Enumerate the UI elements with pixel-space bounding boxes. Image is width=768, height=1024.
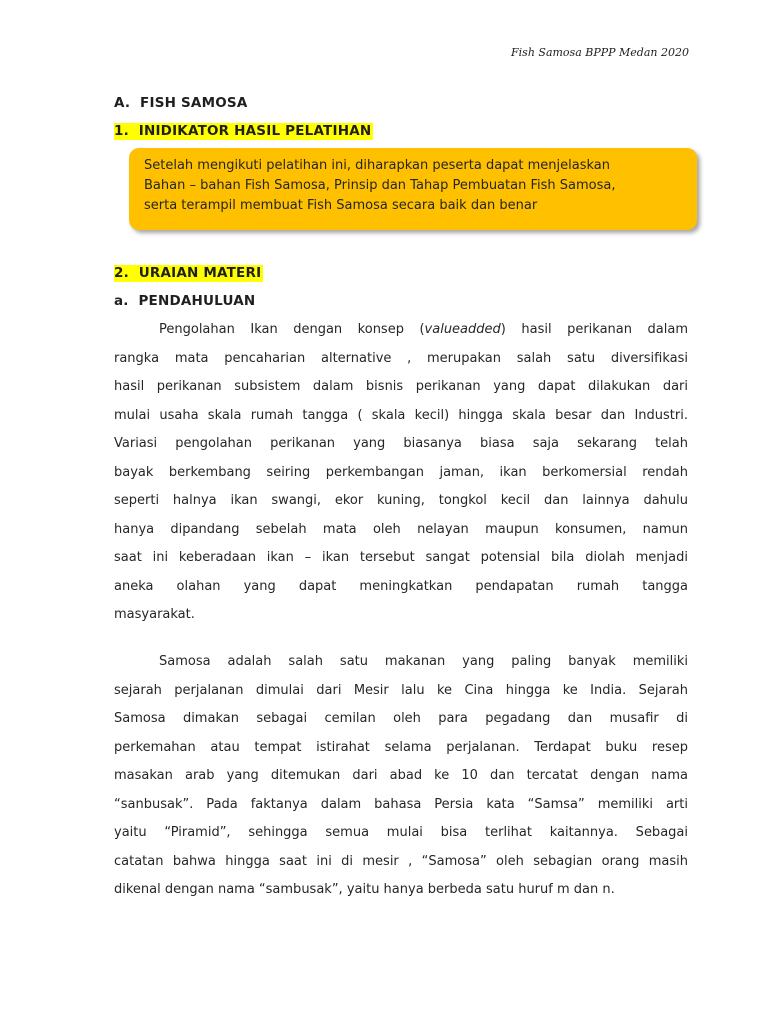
paragraph-line: hanya dipandang sebelah mata oleh nelayan maupun konsumen, namun xyxy=(114,521,688,537)
paragraph-line: Variasi pengolahan perikanan yang biasanya biasa saja sekarang telah xyxy=(114,436,688,451)
section-a-title: FISH SAMOSA xyxy=(140,95,248,111)
subsection-a-title: PENDAHULUAN xyxy=(138,293,256,309)
paragraph-line: Samosa dimakan sebagai cemilan oleh para pegadang dan musafir di xyxy=(114,711,688,726)
paragraph-line: “sanbusak”. Pada faktanya dalam bahasa Persia kata “Samsa” memiliki arti xyxy=(114,796,688,812)
paragraph-line: hasil perikanan subsistem dalam bisnis perikanan yang dapat dilakukan dari xyxy=(114,379,688,394)
running-header: Fish Samosa BPPP Medan 2020 xyxy=(511,46,689,59)
paragraph-line: sejarah perjalanan dimulai dari Mesir lalu ke Cina hingga ke India. Sejarah xyxy=(114,682,688,698)
section-1-number: 1. xyxy=(114,123,129,139)
subsection-a-heading xyxy=(114,293,255,309)
paragraph-line: masakan arab yang ditemukan dari abad ke 10 dan tercatat dengan nama xyxy=(114,768,688,783)
text-run: Pengolahan Ikan dengan konsep ( xyxy=(159,322,425,337)
paragraph-line: aneka olahan yang dapat meningkatkan pendapatan rumah tangga xyxy=(114,578,688,594)
subsection-a-number: a. xyxy=(114,293,129,309)
paragraph-line: rangka mata pencaharian alternative , merupakan salah satu diversifikasi xyxy=(114,350,688,366)
paragraph-line: masyarakat. xyxy=(114,607,195,622)
callout-line: Bahan – bahan Fish Samosa, Prinsip dan Tahap Pembuatan Fish Samosa, xyxy=(144,178,616,193)
paragraph-line: catatan bahwa hingga saat ini di mesir , “Samosa” oleh sebagian orang masih xyxy=(114,853,688,869)
section-2-highlight xyxy=(114,265,263,282)
paragraph-line xyxy=(114,316,688,345)
paragraph-line: yaitu “Piramid”, sehingga semua mulai bisa terlihat kaitannya. Sebagai xyxy=(114,825,688,840)
paragraph-line: seperti halnya ikan swangi, ekor kuning, tongkol kecil dan lainnya dahulu xyxy=(114,493,688,508)
paragraph-line: bayak berkembang seiring perkembangan jaman, ikan berkomersial rendah xyxy=(114,464,688,480)
learning-outcome-callout xyxy=(129,148,697,230)
section-1-highlight xyxy=(114,123,373,140)
section-a-number: A. xyxy=(114,95,131,111)
paragraph-line: Samosa adalah salah satu makanan yang paling banyak memiliki xyxy=(159,654,688,669)
section-2-heading xyxy=(114,265,263,281)
paragraph-line: mulai usaha skala rumah tangga ( skala kecil) hingga skala besar dan Industri. xyxy=(114,407,688,423)
paragraph-line: dikenal dengan nama “sambusak”, yaitu hanya berbeda satu huruf m dan n. xyxy=(114,882,615,897)
italic-term: valueadded xyxy=(424,322,501,337)
section-1-title: INIDIKATOR HASIL PELATIHAN xyxy=(138,123,372,139)
callout-text xyxy=(144,156,689,216)
paragraph-line: saat ini keberadaan ikan – ikan tersebut sangat potensial bila diolah menjadi xyxy=(114,550,688,565)
section-2-title: URAIAN MATERI xyxy=(138,265,262,281)
callout-line: Setelah mengikuti pelatihan ini, diharapkan peserta dapat menjelaskan xyxy=(144,158,610,173)
callout-line: serta terampil membuat Fish Samosa secara baik dan benar xyxy=(144,198,538,213)
section-a-heading xyxy=(114,95,247,111)
section-1-heading xyxy=(114,123,373,139)
paragraph-samosa-history xyxy=(114,648,688,905)
paragraph-line: perkemahan atau tempat istirahat selama perjalanan. Terdapat buku resep xyxy=(114,739,688,755)
section-2-number: 2. xyxy=(114,265,129,281)
text-run: ) hasil perikanan dalam xyxy=(500,322,688,337)
paragraph-introduction xyxy=(114,316,688,630)
